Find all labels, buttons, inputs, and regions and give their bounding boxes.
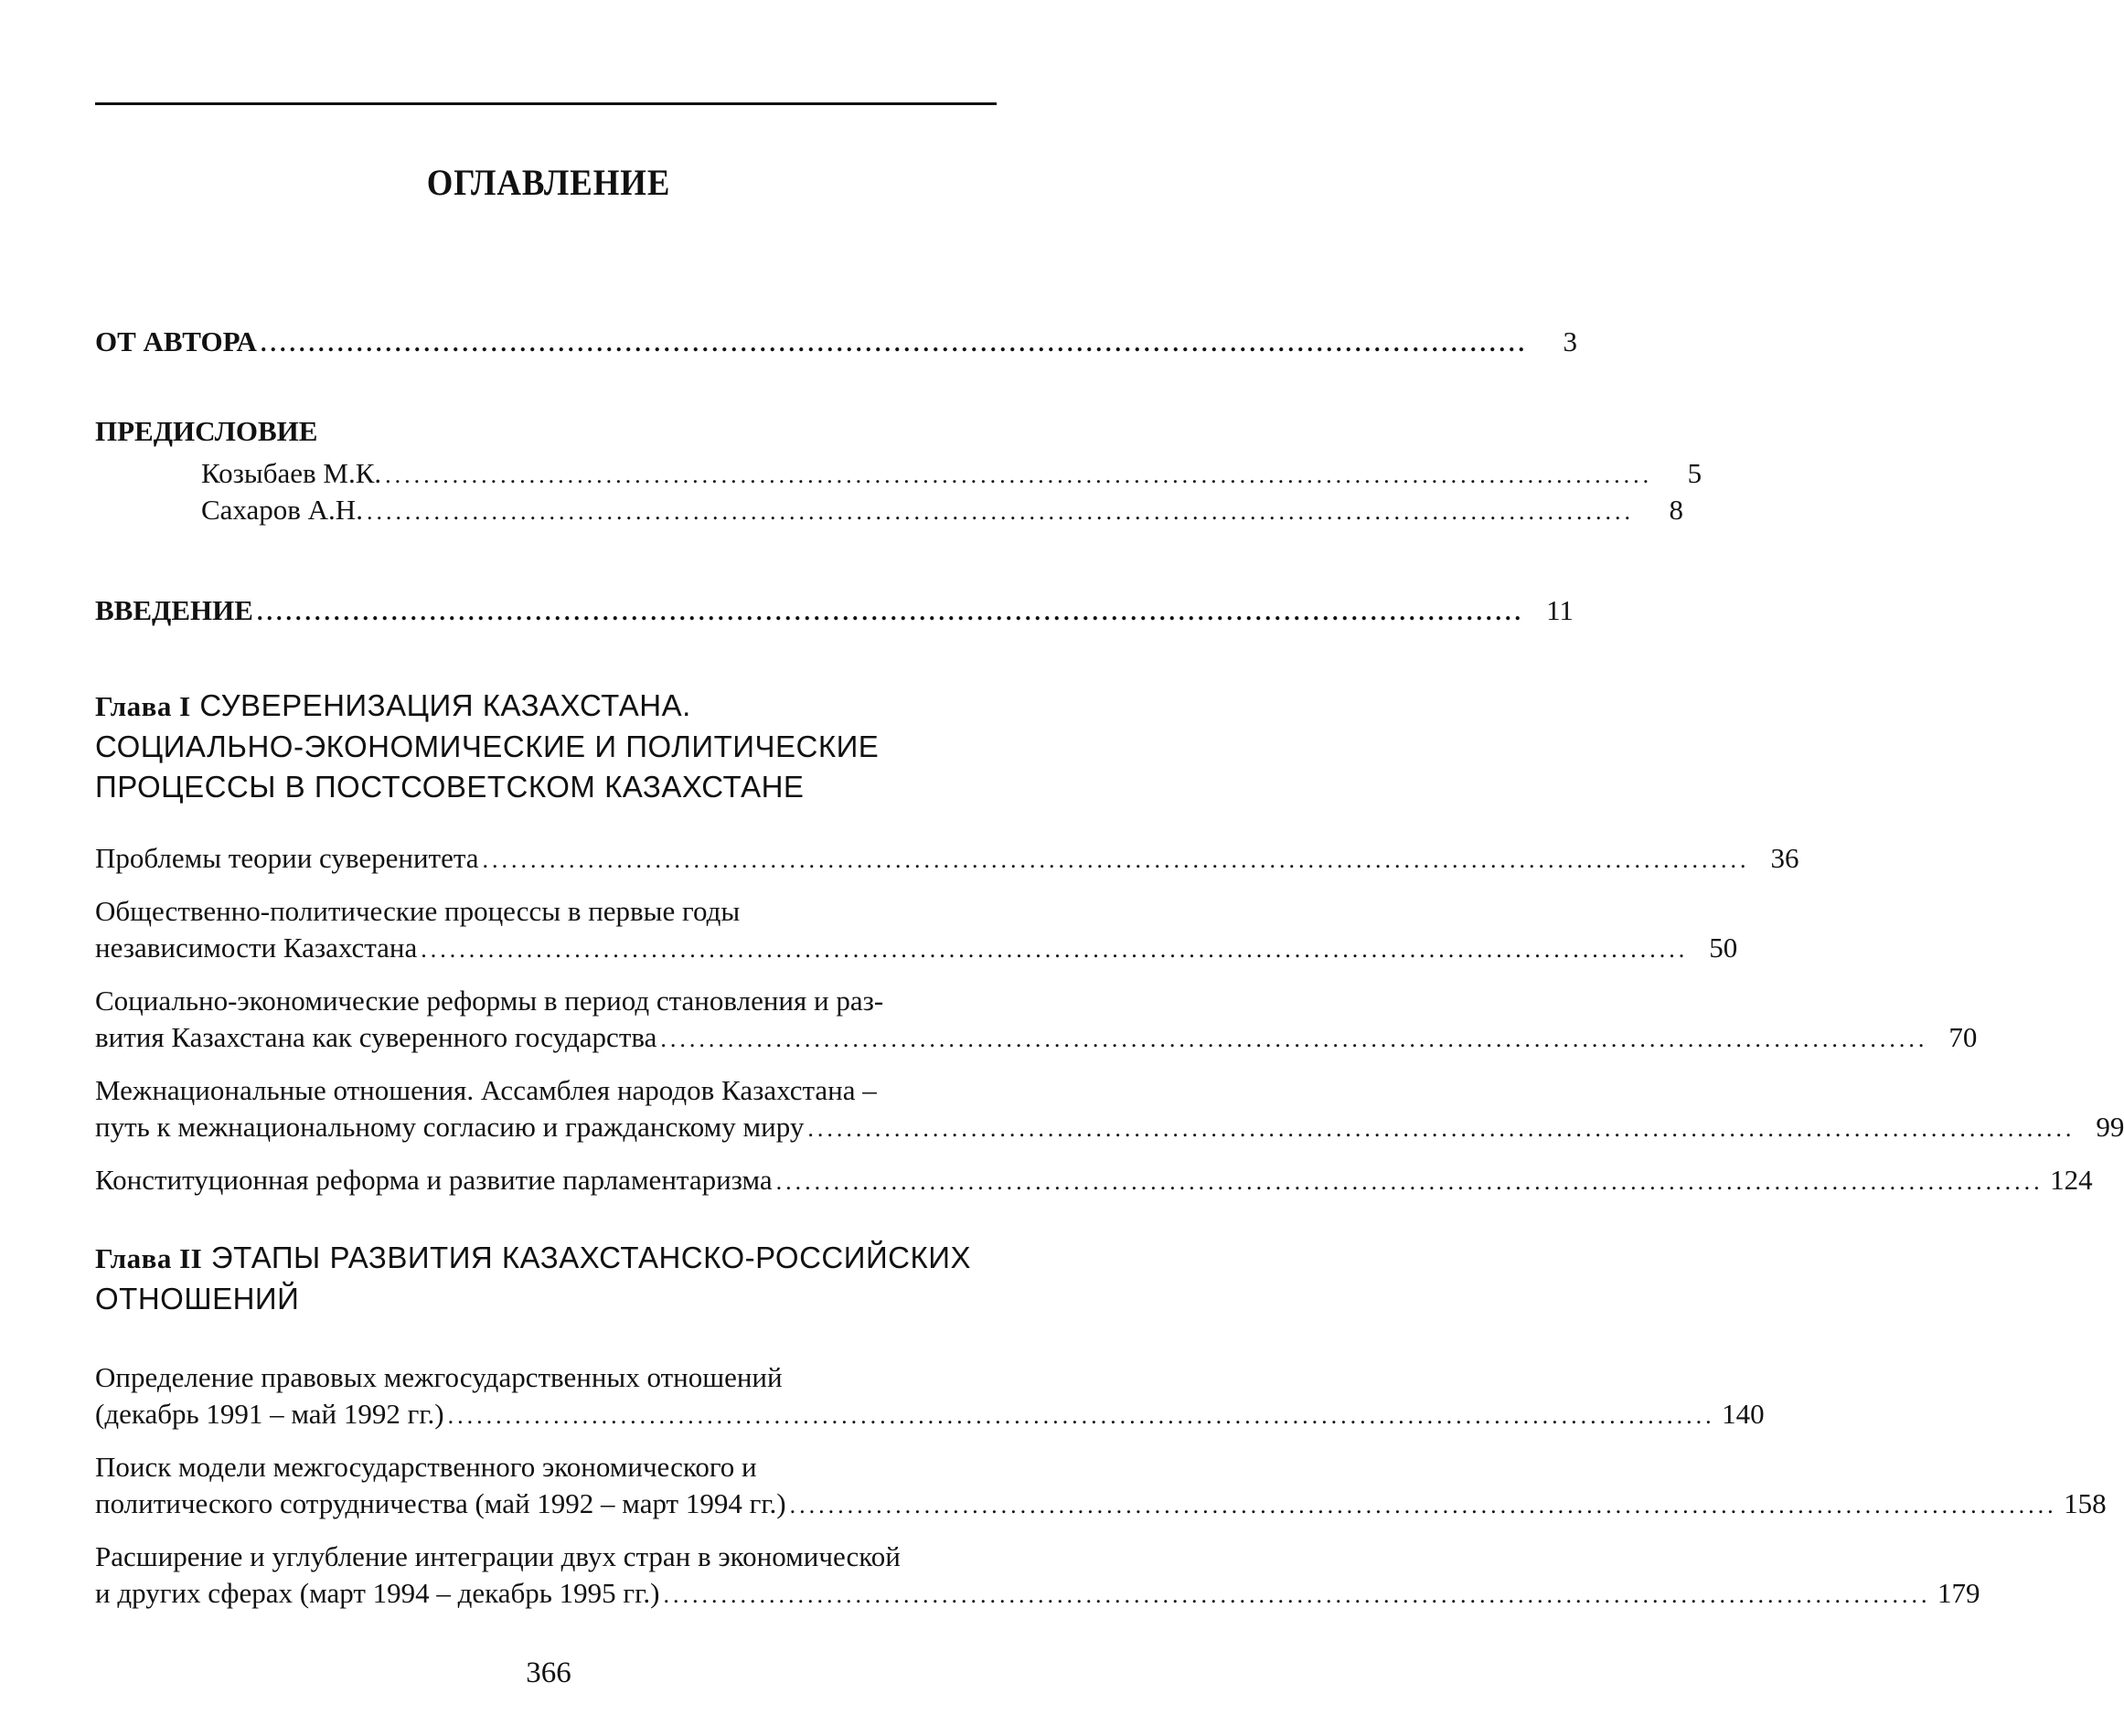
toc-entry-page: 50 <box>1709 932 1738 964</box>
leader-dots: .................................................................................................................................... <box>789 1492 2057 1518</box>
toc-entry-page: 3 <box>1563 325 1577 357</box>
chapter-title-line: ЭТАПЫ РАЗВИТИЯ КАЗАХСТАНСКО-РОССИЙСКИХ <box>210 1241 971 1274</box>
toc-entry-multiline <box>95 1449 2107 1522</box>
leader-dots: .................................................................................................................................... <box>421 936 1689 963</box>
toc-entry-line: Расширение и углубление интеграции двух стран в экономической <box>95 1540 901 1572</box>
toc-author-note <box>95 324 1577 360</box>
toc-entry-line: Общественно-политические процессы в первые годы <box>95 895 741 927</box>
leader-dots: .................................................................................................................................... <box>660 1026 1928 1052</box>
toc-entry-page: 8 <box>1669 494 1683 526</box>
chapter-heading <box>95 686 997 807</box>
toc-preface <box>95 413 1702 528</box>
toc-entry <box>95 455 1702 492</box>
toc-entry-page: 140 <box>1722 1398 1765 1430</box>
toc-entry-line: Межнациональные отношения. Ассамблея народов Казахстана – <box>95 1074 877 1106</box>
toc-entry-label: путь к межнациональному согласию и гражданскому миру <box>95 1111 805 1143</box>
toc-entry-page: 36 <box>1770 842 1799 874</box>
toc-introduction <box>95 592 1574 629</box>
toc-section-heading: ПРЕДИСЛОВИЕ <box>95 415 318 447</box>
chapter-heading-line <box>95 686 997 727</box>
toc-entry-multiline <box>95 893 1738 966</box>
toc-entry-label: Проблемы теории суверенитета <box>95 842 479 874</box>
toc-entry-label: ВВЕДЕНИЕ <box>95 594 253 626</box>
toc-entry-label: Сахаров А.Н. <box>201 494 363 526</box>
toc-entry-label: Козыбаев М.К. <box>201 457 382 489</box>
toc-entry-page: 5 <box>1687 457 1702 489</box>
toc-entry <box>95 1019 1978 1056</box>
toc-entry <box>95 1162 2093 1198</box>
toc-entry-line: Поиск модели межгосударственного экономического и <box>95 1451 757 1483</box>
toc-entry-multiline <box>95 983 1978 1056</box>
toc-entry-page: 11 <box>1546 594 1574 626</box>
leader-dots: .................................................................................................................................... <box>447 1402 1715 1429</box>
toc-entry-multiline <box>95 1539 1980 1612</box>
chapter-label: Глава II <box>95 1242 203 1274</box>
toc-entry <box>95 1109 2124 1145</box>
toc-entry <box>95 1396 1765 1432</box>
toc-entry-page: 158 <box>2064 1487 2107 1519</box>
toc-entry <box>95 1486 2107 1522</box>
leader-dots: .................................................................................................................................... <box>807 1115 2076 1142</box>
toc-entry-line: Определение правовых межгосударственных отношений <box>95 1361 783 1393</box>
leader-dots: .................................................................................................................................... <box>482 847 1750 873</box>
toc-entry-multiline <box>95 1359 1765 1432</box>
leader-dots: .................................................................................................................................... <box>256 599 1524 625</box>
toc-entry <box>95 840 1799 877</box>
leader-dots: .................................................................................................................................... <box>260 330 1528 357</box>
toc-entry <box>95 492 1683 528</box>
toc-entry-line: Социально-экономические реформы в период становления и раз- <box>95 985 884 1017</box>
toc-entry-label: вития Казахстана как суверенного государства <box>95 1021 657 1053</box>
toc-entry-label: и других сферах (март 1994 – декабрь 1995 гг.) <box>95 1577 660 1609</box>
toc-chapter-1 <box>95 686 2124 1198</box>
top-rule <box>95 102 997 105</box>
toc-entry-label: (декабрь 1991 – май 1992 гг.) <box>95 1398 444 1430</box>
toc-entry-label: ОТ АВТОРА <box>95 325 257 357</box>
toc-entry-label: Конституционная реформа и развитие парламентаризма <box>95 1164 773 1196</box>
page-number: 366 <box>526 1656 571 1689</box>
leader-dots: .................................................................................................................................... <box>775 1168 2044 1195</box>
toc-entry <box>95 1575 1980 1612</box>
chapter-heading-line <box>95 1238 997 1279</box>
toc-entry-page: 179 <box>1937 1577 1980 1609</box>
chapter-heading <box>95 1238 997 1319</box>
chapter-items <box>95 840 2124 1198</box>
leader-dots: .................................................................................................................................... <box>663 1582 1931 1608</box>
chapter-items <box>95 1359 2107 1612</box>
toc-entry-page: 70 <box>1948 1021 1978 1053</box>
toc-entry-page: 99 <box>2096 1111 2124 1143</box>
toc-entry-label: независимости Казахстана <box>95 932 418 964</box>
page-title: ОГЛАВЛЕНИЕ <box>426 162 671 203</box>
leader-dots: .................................................................................................................................... <box>385 462 1653 488</box>
chapter-title-line: СОЦИАЛЬНО-ЭКОНОМИЧЕСКИЕ И ПОЛИТИЧЕСКИЕ <box>95 730 880 763</box>
toc-entry <box>95 324 1577 360</box>
chapter-title-line: ПРОЦЕССЫ В ПОСТСОВЕТСКОМ КАЗАХСТАНЕ <box>95 770 805 804</box>
leader-dots: .................................................................................................................................... <box>366 498 1634 525</box>
toc-entry <box>95 930 1738 966</box>
toc-entry-multiline <box>95 1072 2124 1145</box>
chapter-title-line: ОТНОШЕНИЙ <box>95 1282 300 1315</box>
toc-entry-label: политического сотрудничества (май 1992 – март 1994 гг.) <box>95 1487 786 1519</box>
toc-entry-page: 124 <box>2050 1164 2093 1196</box>
chapter-label: Глава I <box>95 690 191 722</box>
toc-entry <box>95 592 1574 629</box>
chapter-title-line: СУВЕРЕНИЗАЦИЯ КАЗАХСТАНА. <box>199 688 691 722</box>
toc-chapter-2 <box>95 1238 2107 1612</box>
